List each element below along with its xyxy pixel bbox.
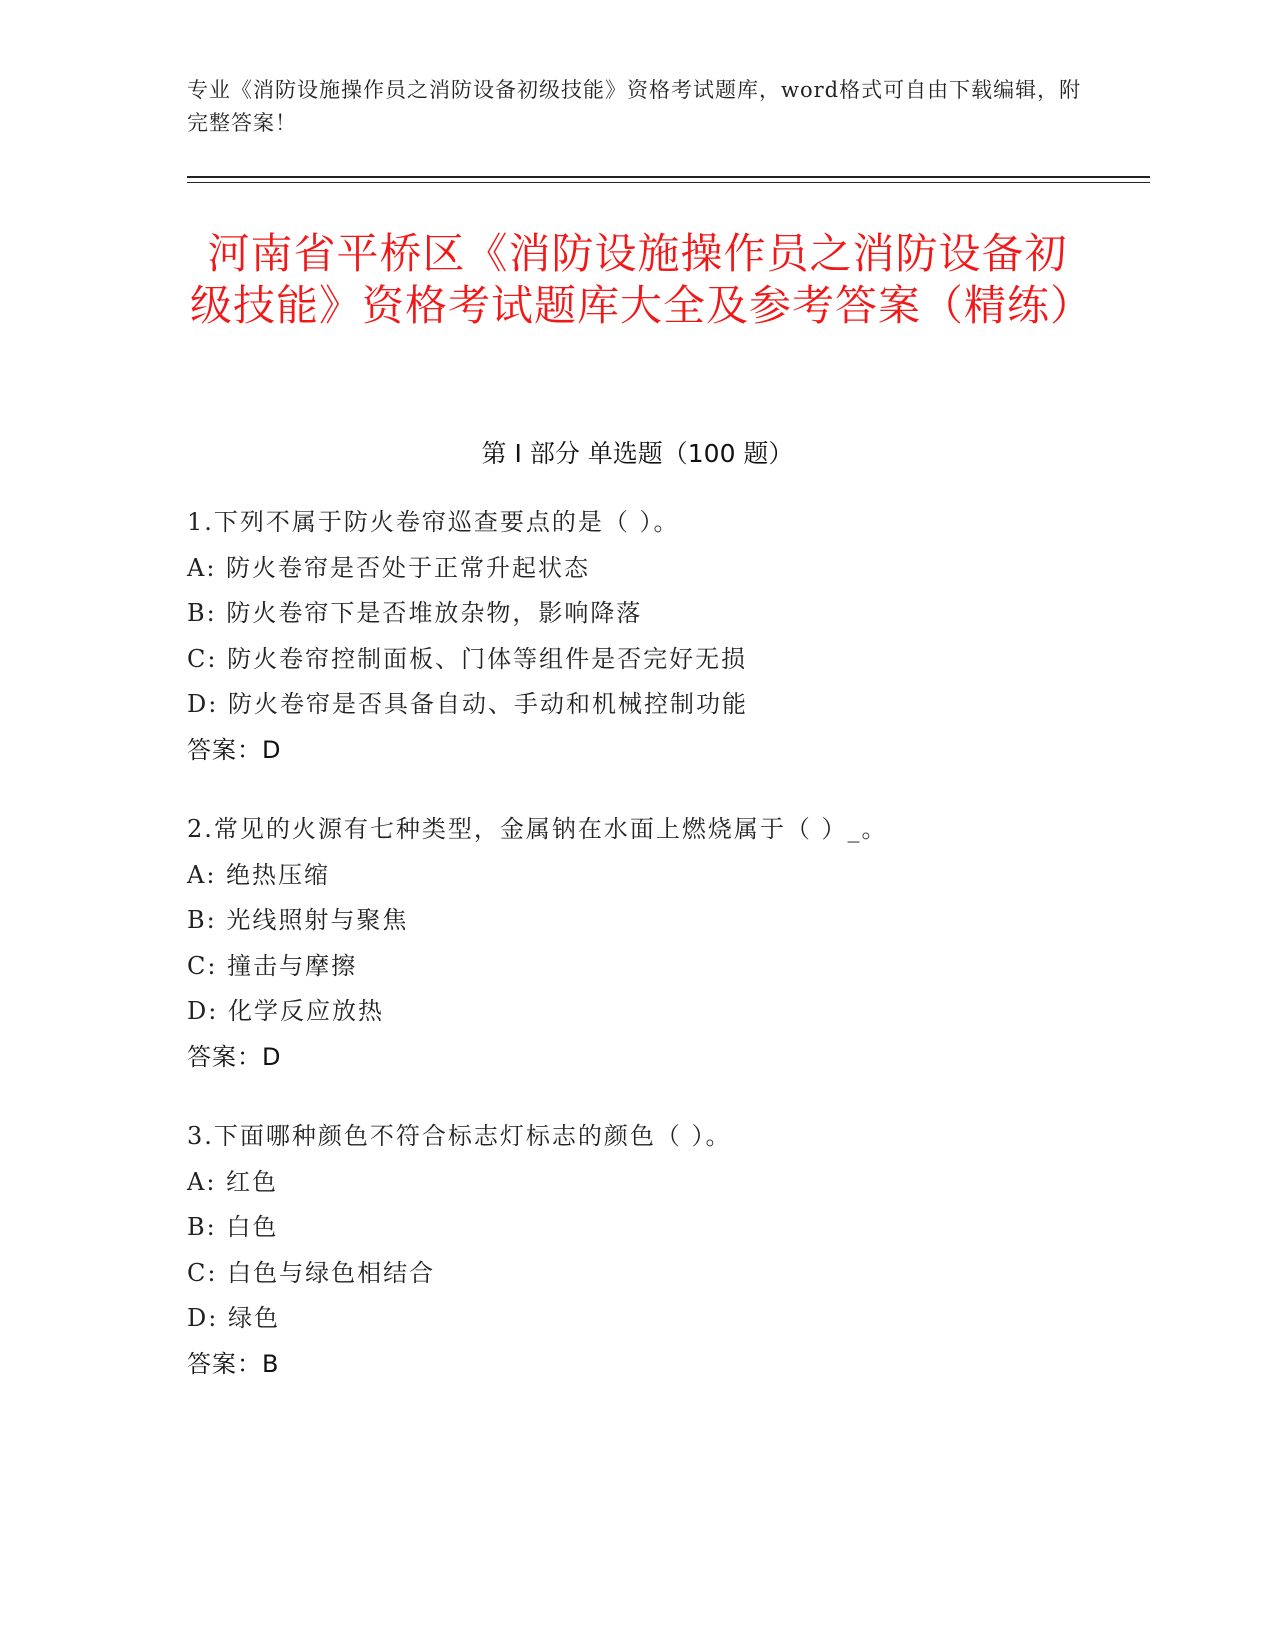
option-a: A: 红色 — [187, 1167, 279, 1196]
option-a: A: 防火卷帘是否处于正常升起状态 — [187, 553, 591, 582]
header-divider-thin — [187, 182, 1150, 183]
answer: 答案：D — [187, 1042, 282, 1071]
option-b: B: 防火卷帘下是否堆放杂物，影响降落 — [187, 599, 643, 627]
header-divider-thick — [187, 176, 1150, 178]
question-stem: 1.下列不属于防火卷帘巡查要点的是（ ）。 — [187, 508, 680, 536]
option-d: D: 化学反应放热 — [187, 997, 384, 1025]
section-heading: 第 I 部分 单选题（100 题） — [481, 439, 794, 468]
option-d: D: 防火卷帘是否具备自动、手动和机械控制功能 — [187, 690, 748, 718]
option-d: D: 绿色 — [187, 1304, 280, 1332]
answer: 答案：B — [187, 1349, 280, 1378]
option-c: C: 防火卷帘控制面板、门体等组件是否完好无损 — [187, 644, 748, 673]
option-b: B: 光线照射与聚焦 — [187, 906, 409, 934]
option-c: C: 白色与绿色相结合 — [187, 1258, 436, 1287]
question-2 — [187, 807, 1137, 1080]
question-3 — [187, 1114, 1137, 1387]
option-b: B: 白色 — [187, 1213, 279, 1241]
option-c: C: 撞击与摩擦 — [187, 951, 358, 980]
question-stem: 3.下面哪种颜色不符合标志灯标志的颜色（ ）。 — [187, 1122, 732, 1150]
question-1 — [187, 500, 1137, 773]
option-a: A: 绝热压缩 — [187, 860, 331, 889]
answer: 答案：D — [187, 735, 282, 764]
header-note: 专业《消防设施操作员之消防设备初级技能》资格考试题库，word格式可自由下载编辑，附完整答案！ — [187, 78, 1082, 135]
question-stem: 2.常见的火源有七种类型，金属钠在水面上燃烧属于（ ）_。 — [187, 815, 888, 843]
document-title: 河南省平桥区《消防设施操作员之消防设备初级技能》资格考试题库大全及参考答案（精练） — [190, 229, 1094, 330]
